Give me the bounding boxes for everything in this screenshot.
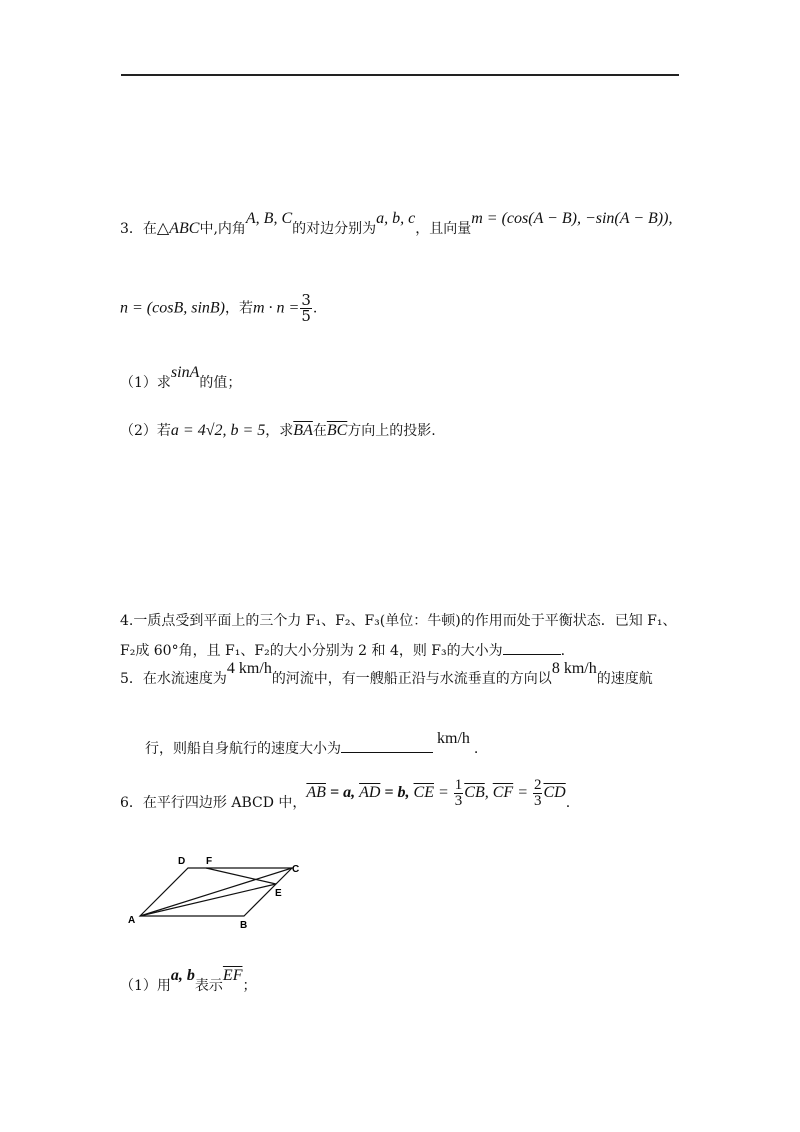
q6-line1 <box>120 777 571 819</box>
parallelogram-figure <box>120 848 320 938</box>
fraction-numerator: 3 <box>301 291 311 309</box>
q4-line1: 4.一质点受到平面上的三个力 F₁、F₂、F₃(单位：牛顿)的作用而处于平衡状态．已知 F₁、 <box>120 613 677 629</box>
vector-m-expr: m = (cos(A − B), −sin(A − B)), <box>471 210 673 227</box>
triangle-abc: △ABC <box>156 220 200 237</box>
q5-line2 <box>145 730 479 758</box>
answer-blank <box>503 641 561 655</box>
sides-abc: a, b, c <box>376 210 416 227</box>
q5-text: 的河流中，有一艘船正沿与水流垂直的方向以 <box>271 671 552 687</box>
q4-text: F₂成 60°角，且 F₁、F₂的大小分别为 2 和 4，则 F₃的大小为 <box>120 643 503 659</box>
q3-text: 的值； <box>199 375 242 391</box>
q3-text: 的对边分别为 <box>292 221 377 237</box>
fraction-numerator: 1 <box>454 777 463 793</box>
fraction-denominator: 3 <box>454 793 463 809</box>
q6-text: 6．在平行四边形 ABCD 中， <box>120 795 307 812</box>
water-speed: 4 km/h <box>226 660 272 677</box>
q3-line2 <box>120 293 317 324</box>
vector-ce: $\overline{CE}$ <box>413 784 434 802</box>
boat-speed: 8 km/h <box>551 660 597 677</box>
q5-text: 的速度航 <box>596 671 653 687</box>
fraction-3-5 <box>300 293 312 324</box>
vector-cb: $\overline{CB}$ <box>464 784 485 802</box>
dot-product-expr: m · n = <box>253 299 300 317</box>
label-d: D <box>178 856 186 867</box>
vector-ad: $\overline{AD}$ <box>359 784 381 802</box>
fraction-2-3 <box>533 778 543 809</box>
vector-bc: $\overline{BC}$ <box>326 422 348 439</box>
label-f: F <box>206 856 213 867</box>
vector-n-expr: n = (cosB, sinB) <box>120 299 225 317</box>
vector-cf: $\overline{CF}$ <box>492 784 514 802</box>
diagonal-ac <box>140 868 292 916</box>
q6-text: . <box>565 795 571 812</box>
fraction-denominator: 5 <box>301 307 311 325</box>
q3-text: 在 <box>142 221 157 237</box>
q3-number: 3． <box>120 221 143 237</box>
q6-text: ； <box>242 978 257 994</box>
eq-sign: = <box>433 784 453 802</box>
vector-cd: $\overline{CD}$ <box>543 784 566 802</box>
q5-text: . <box>473 741 479 757</box>
vectors-a-b: a, b <box>170 967 195 984</box>
label-a: A <box>128 915 136 926</box>
speed-unit: km/h <box>437 730 470 747</box>
answer-blank <box>341 739 433 753</box>
label-c: C <box>292 864 300 875</box>
eq-a: = a, <box>325 784 360 802</box>
q3-part2 <box>120 420 436 440</box>
q4-line2 <box>120 640 565 660</box>
vector-ef: $\overline{EF}$ <box>222 967 243 984</box>
vector-ab: $\overline{AB}$ <box>306 784 326 802</box>
q3-text: 中,内角 <box>199 221 246 237</box>
q3-text: ，且向量 <box>415 221 472 237</box>
q5-text: 行，则船自身航行的速度大小为 <box>145 741 341 757</box>
vector-ba: $\overline{BA}$ <box>293 422 313 439</box>
q6-text: 表示 <box>194 978 223 994</box>
q3-text: . <box>312 300 318 317</box>
label-b: B <box>240 920 248 931</box>
q5-text: 5．在水流速度为 <box>120 671 227 687</box>
eq-b: = b, <box>380 784 414 802</box>
q3-text: ，求 <box>265 423 294 439</box>
fraction-1-3 <box>454 778 464 809</box>
q4-text: . <box>560 643 566 659</box>
q6-part1 <box>120 967 257 995</box>
q3-text: 方向上的投影. <box>347 423 436 439</box>
given-values-expr: a = 4√2, b = 5 <box>170 422 266 439</box>
q5-line1 <box>120 660 653 688</box>
eq-sign: = <box>513 784 532 802</box>
q3-text: ，若 <box>225 300 253 317</box>
segment-ae <box>140 884 276 916</box>
q3-line1 <box>120 210 673 238</box>
sin-a-expr: sinA <box>170 364 200 381</box>
label-e: E <box>275 888 282 899</box>
comma: , <box>484 784 493 802</box>
part-label: （2）若 <box>120 423 171 439</box>
part-label: （1）用 <box>120 978 171 994</box>
header-rule <box>121 74 679 76</box>
angles-abc: A, B, C <box>245 210 293 227</box>
q6-given-expr <box>306 777 566 809</box>
fraction-numerator: 2 <box>533 777 542 793</box>
q3-text: 在 <box>312 423 327 439</box>
fraction-denominator: 3 <box>533 793 542 809</box>
q3-part1 <box>120 364 242 392</box>
part-label: （1）求 <box>120 375 171 391</box>
